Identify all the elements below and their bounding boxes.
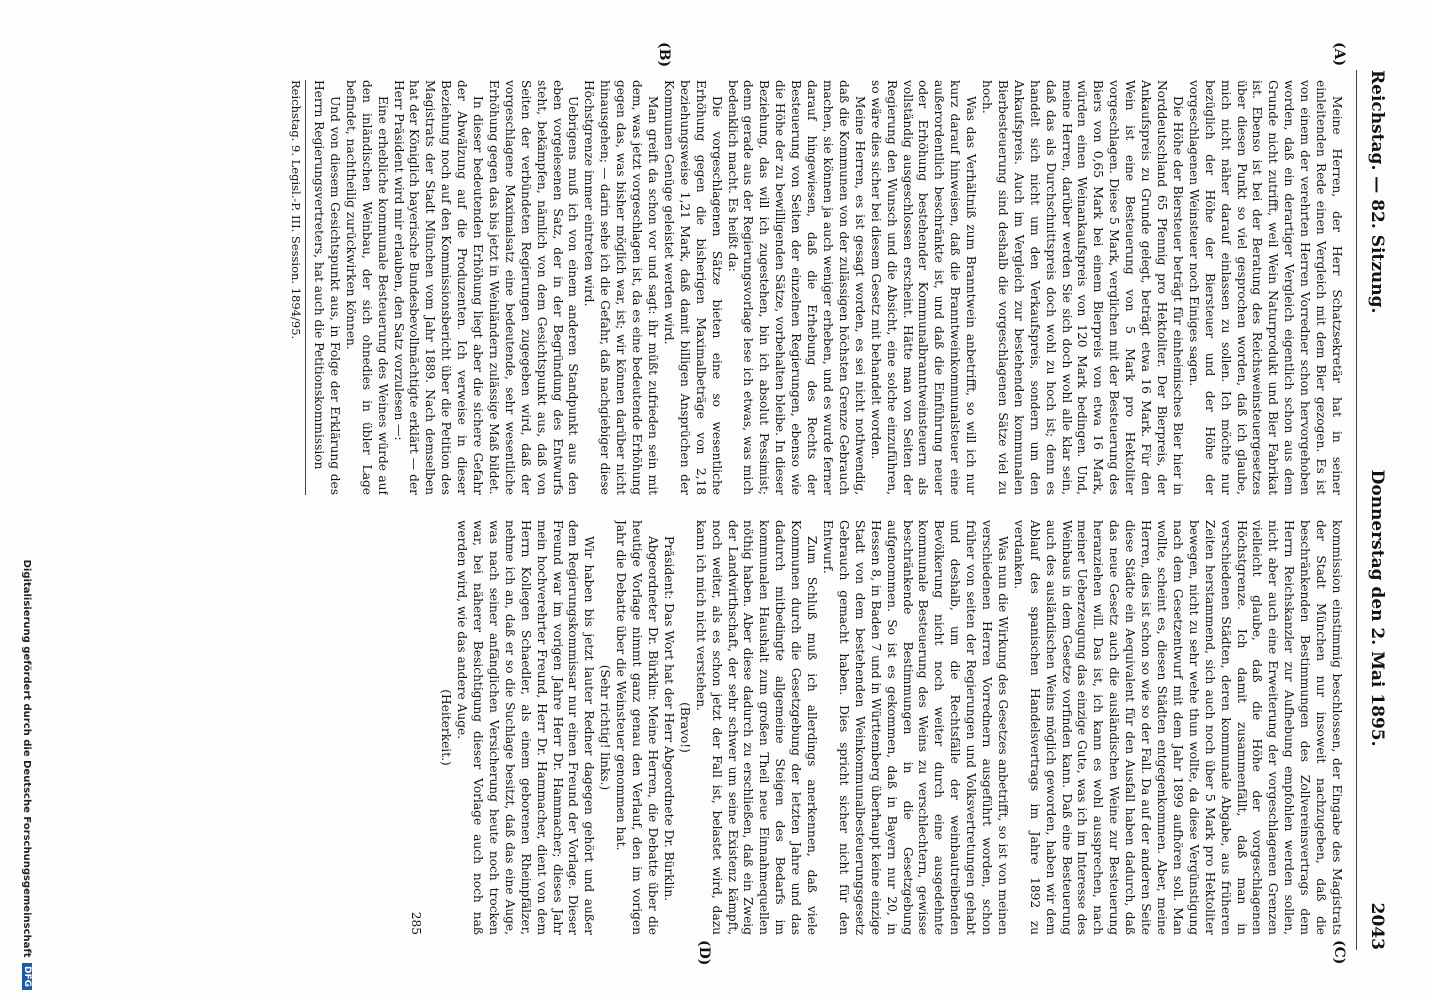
margin-marker-b: (B) [656,42,672,68]
interjection: (Sehr richtig! links.) [598,664,613,791]
interjection: (Bravo!) [677,702,692,753]
paragraph: Uebrigens muß ich von einem anderen Standpunkt aus den eben vorgelesenen Satz, der in der Begründung des Entwurfs steht, bekämpfen, nämlich von dem Gesichtspunkt aus, daß von Seiten der verbündeten Regierungen zugegeben wird, daß der vorgeschlagene Maximalsatz eine bedeutende, sehr wesentliche Erhöhung gegen das bis jetzt in Weinländern zulässige Maß bildet. [486,80,581,495]
footnote: Reichstag. 9. Legisl.-P. III. Session. 1894/95. [287,80,306,495]
header-left: Reichstag. — 82. Sitzung. [1367,70,1387,314]
margin-marker-d: (D) [696,940,712,966]
interjection: (Heiterkeit.) [439,689,454,766]
margin-marker-a: (A) [1331,42,1347,67]
speaker-paragraph: Abgeordneter Dr. Bürklin: Meine Herren, die Debatte über die heutige Vorlage nimmt ganz genau den Verlauf, den im vorigen Jahr die Debatte über die Weinsteuer genommen hat. [614,520,661,935]
right-column [44,520,1344,935]
dfg-logo: DFG [22,963,32,990]
credit-text: Digitalisierung gefördert durch die Deutsche Forschungsgemeinschaft [21,559,32,958]
page-number: 2043 [1367,902,1387,950]
paragraph: Wir haben bis jetzt lauter Redner dagegen gehört und außer dem Regierungskommissar nur einen Freund der Vorlage. Dieser Freund war im vorigen Jahre Herr Dr. Hammacher; dieses Jahr mein hochverehrter Freund, Herr Dr. Hammacher, dient von dem Herrn Kollegen Schaedler, als einem geborenen Rheinpfälzer, nehme ich an, daß er so die Suchlage besitzt, daß das eine Auge, was nach seiner anfänglichen Versicherung heute noch trocken war, bei näherer Besichtigung dieser Vorlage auch noch naß werden wird, wie das andere Auge. [455,520,597,935]
paragraph: Meine Herren, der Herr Schatzsekretär hat in seiner einleitenden Rede einen Vergleich mit dem Bier gezogen. Es ist von einem der verehrten Herren Vorredner schon hervorgehoben worden, daß ein derartiger Vergleich eigentlich schon aus dem Grunde nicht zutrifft, weil Wein Naturprodukt und Bier Fabrikat ist. Ebenso ist bei der Beratung des Reichsweinsteuergesetzes über diesen Punkt so viel gesprochen worden, daß ich glaube, mich nicht näher darauf einlassen zu sollen. Ich möchte nur bezüglich der Höhe der Biersteuer und der Höhe der vorgeschlagenen Weinsteuer noch Einiges sagen. [1186,80,1344,495]
quotation: Eine erhebliche kommunale Besteuerung des Weines würde auf den inländischen Weinbau, der sich ohnedies in übler Lage befindet, nachtheilig zurückwirken können. [343,80,390,495]
quotation: Die vorgeschlagenen Sätze bieten eine so wesentliche Erhöhung gegen die bisherigen Maximalbeträge von 2,18 beziehungsweise 1,21 Mark, daß damit billigen Ansprüchen der Kommunen Genüge geleistet werden wird. [661,80,724,495]
paragraph: Was nun die Wirkung des Gesetzes anbetrifft, so ist von meinen verschiedenen Herren Vorrednern ausgeführt worden, schon früher von seiten der Regierungen und Volksvertretungen gehabt und deshalb, um die Rechtsfälle der weinbautreibenden Bevölkerung nicht noch weiter durch eine ausgedehnte kommunale Besteuerung des Weins zu verschlechtern, gewisse beschränkende Bestimmungen in die Gesetzgebung aufgenommen. So ist es gekommen, daß in Bayern nur 20, in Hessen 8, in Baden 7 und in Württemberg überhaupt keine einzige Stadt von dem bestehenden Weinkommunalbesteuerungsgesetz Gebrauch gemacht haben. Dies spricht sicher nicht für den Entwurf. [821,520,1010,935]
left-column [44,80,1344,495]
paragraph: Die Höhe der Biersteuer beträgt für einheimisches Bier hier in Norddeutschland 65 Pfennig pro Hektoliter. Der Bierpreis, der Ankaufspreis zu Grunde gelegt, beträgt etwa 16 Mark. Für den Wein ist eine Besteuerung von 5 Mark pro Hektoliter vorgeschlagen. Diese 5 Mark, verglichen mit der Besteuerung des Biers von 0,65 Mark bei einem Bierpreis von etwa 16 Mark, würden einen Weinankaufspreis von 120 Mark bedingen. Und, meine Herren, darüber werden Sie sich doch wohl alle klar sein, daß das als Durchschnittspreis doch wohl zu hoch ist; denn es handelt sich nicht um den Verkaufspreis, sondern um den Ankaufspreis. Auch im Vergleich zur bestehenden kommunalen Bierbesteuerung sind deshalb die vorgeschlagenen Sätze viel zu hoch. [980,80,1185,495]
digitization-credit [21,420,32,990]
page-header [1356,70,1387,950]
paragraph: Und von diesem Gesichtspunkt aus, in Folge der Erklärung des Herrn Regierungsvertreters, hat auch die Petitionskommission [312,80,342,495]
page-signature: 285 [409,911,424,935]
margin-marker-c: (C) [1331,940,1347,965]
paragraph: Was das Verhältniß zum Branntwein anbetrifft, so will ich nur kurz darauf hinweisen, daß die Branntweinkommunalsteuer eine außerordentlich beschränkte ist, und daß die Einführung neuer oder Erhöhung bestehender Kommunalbranntweinsteuern als vollständig ausgeschlossen erscheint. Hätte man von Seiten der Regierung den Wunsch und die Absicht, eine solche einzuführen, so wäre dies sicher bei diesem Gesetz mit behandelt worden. [868,80,979,495]
paragraph: Zum Schluß muß ich allerdings anerkennen, daß viele Kommunen durch die Gesetzgebung der letzten Jahre und das dadurch mitbedingte allgemeine Steigen des Bedarfs im kommunalen Haushalt zum großen Theil neue Einnahmequellen nöthig haben. Aber diese dadurch zu erschließen, daß ein Zweig der Landwirthschaft, der sehr schwer um seine Existenz kämpft, noch weiter, als es schon jetzt der Fall ist, belastet wird, dazu kann ich mich nicht verstehen. [693,520,820,935]
paragraph: Man greift da schon vor und sagt: ihr müßt zufrieden sein mit dem, was jetzt vorgeschlagen ist, da es eine bedeutende Erhöhung gegen das, was bisher möglich war, ist; wir können darüber nicht hinausgehen; — darin sehe ich die Gefahr, daß nachgiebiger diese Höchstgrenze immer eintreten wird. [582,80,661,495]
paragraph: kommission einstimmig beschlossen, der Eingabe des Magistrats der Stadt München nur insoweit nachzugeben, daß die beschränkenden Bestimmungen des Zollvereinsvertrags dem Herrn Reichskanzler zur Aufhebung empfohlen werden sollen, nicht aber auch eine Erweiterung der vorgeschlagenen Grenzen vielleicht glaube, daß die Höhe der vorgeschlagenen Höchstgrenze. Ich damit zusammenfällt, daß man in verschiedenen Städten, deren kommunale Abgabe, aus früheren Zeiten herstammend, sich auch noch über 5 Mark pro Hektoliter bewegen, nicht zu sehr wehe thun wollte, da diese Vergünstigung nach dem Gesetzentwurf mit dem Jahr 1899 aufhören soll. Man wollte, scheint es, diesen Städten entgegenkommen. Aber, meine Herren, dies ist schon so wie so der Fall. Da auf der anderen Seite diese Städte ein Aequivalent für den Ausfall haben dadurch, daß das neue Gesetz auch die ausländischen Weine zur Besteuerung heranziehen will. Das ist, ich kann es wohl aussprechen, nach meiner Ueberzeugung das einzige Gute, was ich im Interesse des Weinbaus in dem Gesetze vorfinden kann. Daß eine Besteuerung auch des ausländischen Weins möglich geworden, haben wir dem Ablauf des spanischen Handelsvertrags im Jahre 1892 zu verdanken. [1011,520,1344,935]
speaker-paragraph: Präsident: Das Wort hat der Herr Abgeordnete Dr. Bürklin. [661,536,676,902]
header-date: Donnerstag den 2. Mai 1895. [1367,469,1387,747]
paragraph: Meine Herren, es ist gesagt worden, es sei nicht nothwendig, daß die Kommunen von der zulässigen höchsten Grenze Gebrauch machen, sie können ja auch weniger erheben, und es wurde ferner darauf hingewiesen, daß die Erhebung des Rechts der Besteuerung von Seiten der einzelnen Regierungen, ebenso wie die Höhe der zu bewilligenden Sätze, vorbehalten bleibe. In dieser Beziehung, das will ich zugestehen, bin ich absolut Pessimist; denn gerade aus der Regierungsvorlage lese ich etwas, was mich bedenklich macht. Es heißt da: [725,80,867,495]
paragraph: In dieser bedeutenden Erhöhung liegt aber die sichere Gefahr der Abwälzung auf die Produzenten. Ich verweise in dieser Beziehung noch auf den Kommissionsbericht über die Petition des Magistrats der Stadt München vom Jahr 1889. Nach demselben hat der Königlich bayerische Bundesbevollmächtigte erklärt — der Herr Präsident wird mir erlauben, den Satz vorzulesen —: [391,80,486,495]
